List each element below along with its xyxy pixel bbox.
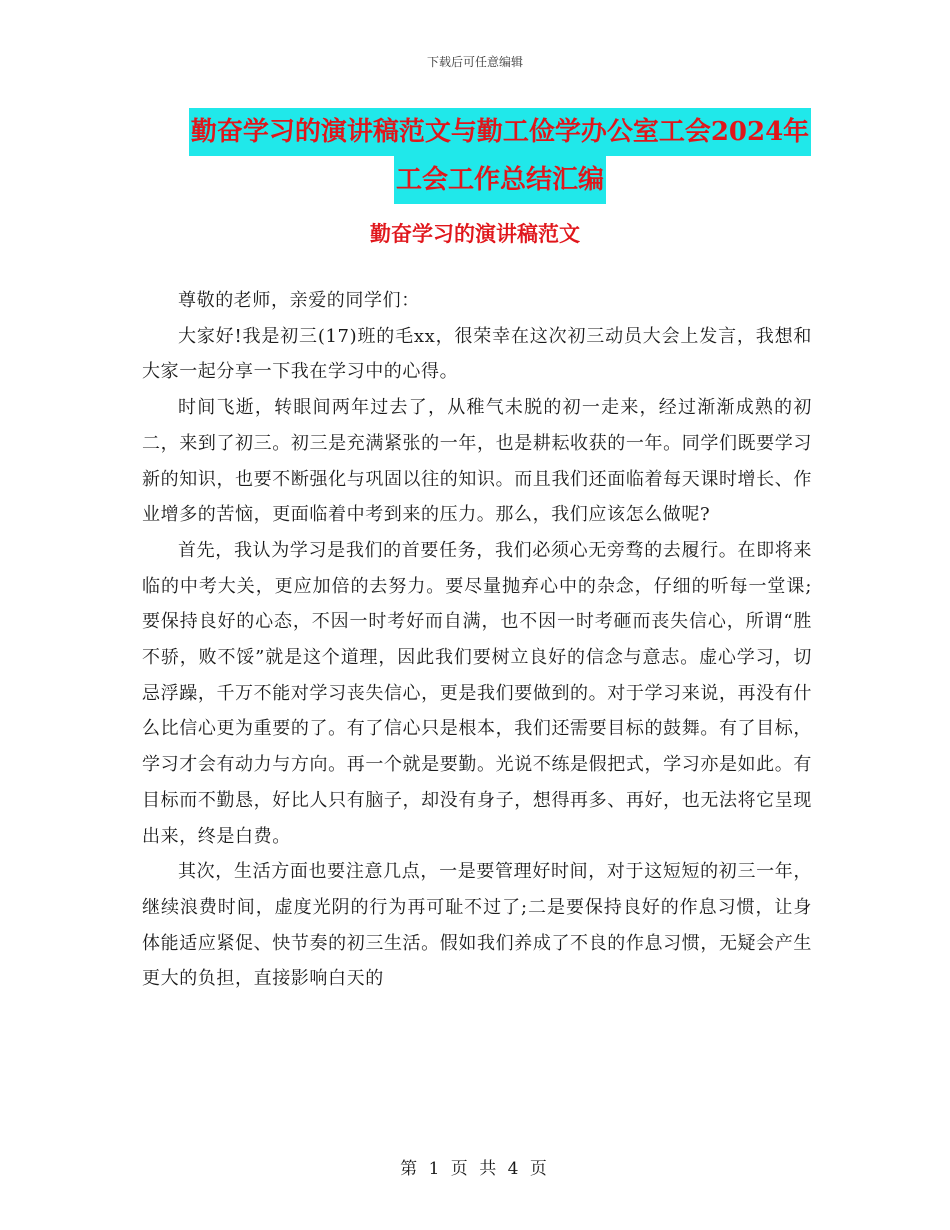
paragraph: 时间飞逝，转眼间两年过去了，从稚气未脱的初一走来，经过渐渐成熟的初二，来到了初三。初三是充满紧张的一年，也是耕耘收获的一年。同学们既要学习新的知识，也要不断强化与巩固以往的知识。而且我们还面临着每天课时增长、作业增多的苦恼，更面临着中考到来的压力。那么，我们应该怎么做呢? (142, 397, 812, 526)
paragraph-salutation: 尊敬的老师，亲爱的同学们： (178, 290, 420, 311)
page-header-note: 下载后可任意编辑 (426, 55, 523, 69)
paragraph: 首先，我认为学习是我们的首要任务，我们必须心无旁骛的去履行。在即将来临的中考大关，更应加倍的去努力。要尽量抛弃心中的杂念，仔细的听每一堂课;要保持良好的心态，不因一时考好而自满，也不因一时考砸而丧失信心，所谓“胜不骄，败不馁”就是这个道理，因此我们要树立良好的信念与意志。虚心学习，切忌浮躁，千万不能对学习丧失信心，更是我们要做到的。对于学习来说，再没有什么比信心更为重要的了。有了信心只是根本，我们还需要目标的鼓舞。有了目标，学习才会有动力与方向。再一个就是要勤。光说不练是假把式，学习亦是如此。有目标而不勤恳，好比人只有脑子，却没有身子，想得再多、再好，也无法将它呈现出来，终是白费。 (142, 539, 812, 847)
section-title: 勤奋学习的演讲稿范文 (370, 221, 580, 246)
document-title-line-1: 勤奋学习的演讲稿范文与勤工俭学办公室工会2024年 (189, 108, 811, 156)
paragraph: 其次，生活方面也要注意几点，一是要管理好时间，对于这短短的初三一年，继续浪费时间，虚度光阴的行为再可耻不过了;二是要保持良好的作息习惯，让身体能适应紧促、快节奏的初三生活。假如我们养成了不良的作息习惯，无疑会产生更大的负担，直接影响白天的 (142, 861, 812, 990)
document-body (142, 283, 812, 997)
paragraph: 大家好!我是初三(17)班的毛xx，很荣幸在这次初三动员大会上发言，我想和大家一起分享一下我在学习中的心得。 (142, 325, 812, 383)
document-title (140, 108, 860, 204)
document-title-line-2: 工会工作总结汇编 (394, 156, 606, 204)
page-number-footer: 第 1 页 共 4 页 (400, 1159, 550, 1179)
